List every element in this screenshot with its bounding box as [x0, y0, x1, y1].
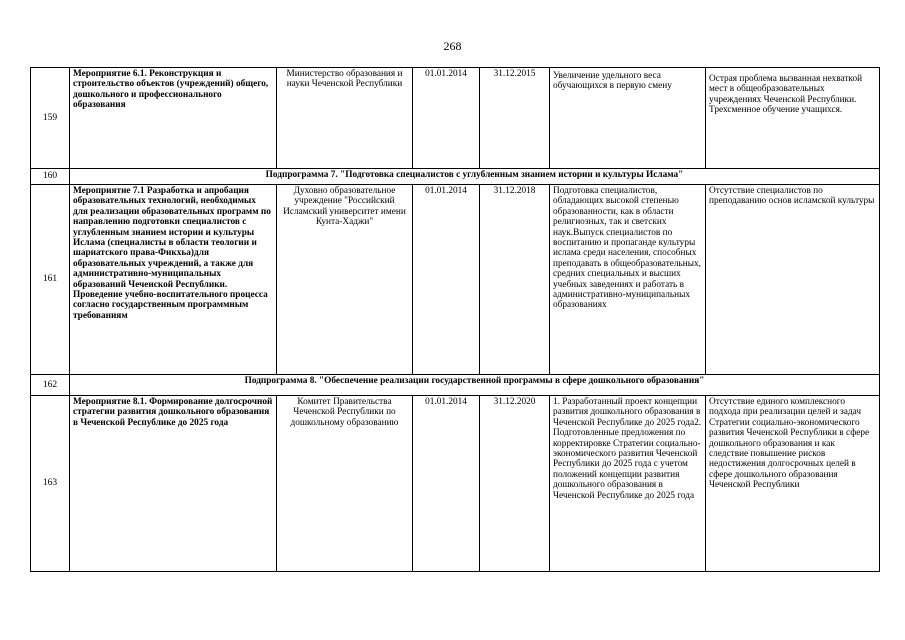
activity-cell: Мероприятие 7.1 Разработка и апробация образовательных технологий, необходимых для реализации образовательных программ по направлению подготовки специалистов с углубленным знанием истории и культуры Ислама (специалисты в области теологии и шариатского права-Фикхьа)для образовательных учреждений, а также для административно-муниципальных образований Чеченской Республики. Проведение учебно-воспитательного процесса согласно государственным программным требованиям: [70, 185, 277, 375]
executor-cell: Духовно образовательное учреждение "Российский Исламский университет имени Кунта-Хаджи": [277, 185, 413, 375]
table-row: [31, 68, 880, 169]
consequences-cell: Острая проблема вызванная нехваткой мест в общеобразовательных учреждениях Чеченской Республики. Трехсменное обучение учащихся.: [706, 68, 880, 169]
consequences-cell: Отсутствие специалистов по преподаванию основ исламской культуры: [706, 185, 880, 375]
activities-table: [30, 67, 880, 572]
end-date-cell: 31.12.2018: [480, 185, 550, 375]
subprogram-row: [31, 169, 880, 185]
row-number: 162: [31, 375, 70, 396]
start-date-cell: 01.01.2014: [413, 185, 480, 375]
executor-cell: Комитет Правительства Чеченской Республики по дошкольному образованию: [277, 396, 413, 572]
table-row: [31, 185, 880, 375]
row-number: 160: [31, 169, 70, 185]
subprogram-title: Подпрограмма 7. "Подготовка специалистов с углубленным знанием истории и культуры Ислама": [70, 169, 880, 185]
page-number: 268: [443, 39, 462, 53]
result-cell: Увеличение удельного веса обучающихся в первую смену: [550, 68, 706, 169]
table-row: [31, 396, 880, 572]
row-number: 163: [31, 396, 70, 572]
activity-cell: Мероприятие 8.1. Формирование долгосрочной стратегии развития дошкольного образования в Чеченской Республике до 2025 года: [70, 396, 277, 572]
consequences-cell: Отсутствие единого комплексного подхода при реализации целей и задач Стратегии социально-экономического развития Чеченской Республики в сфере дошкольного образования и как следствие повышение рисков недостижения долгосрочных целей в сфере дошкольного образования Чеченской Республики: [706, 396, 880, 572]
start-date-cell: 01.01.2014: [413, 68, 480, 169]
end-date-cell: 31.12.2020: [480, 396, 550, 572]
row-number: 159: [31, 68, 70, 169]
subprogram-row: [31, 375, 880, 396]
result-cell: Подготовка специалистов, обладающих высокой степенью образованности, как в области религиозных, так и светских наук.Выпуск специалистов по воспитанию и пропаганде культуры ислама среди населения, способных преподавать в общеобразовательных, средних специальных и высших учебных заведениях и работать в административно-муниципальных образованиях: [550, 185, 706, 375]
activity-cell: Мероприятие 6.1. Реконструкция и строительство объектов (учреждений) общего, дошкольного и профессионального образования: [70, 68, 277, 169]
result-cell: 1. Разработанный проект концепции развития дошкольного образования в Чеченской Республике до 2025 года2. Подготовленные предложения по корректировке Стратегии социально-экономического развития Чеченской Республики до 2025 года с учетом положений концепции развития дошкольного образования в Чеченской Республике до 2025 года: [550, 396, 706, 572]
row-number: 161: [31, 185, 70, 375]
executor-cell: Министерство образования и науки Чеченской Республики: [277, 68, 413, 169]
end-date-cell: 31.12.2015: [480, 68, 550, 169]
subprogram-title: Подпрограмма 8. "Обеспечение реализации государственной программы в сфере дошкольного образования": [70, 375, 880, 396]
start-date-cell: 01.01.2014: [413, 396, 480, 572]
